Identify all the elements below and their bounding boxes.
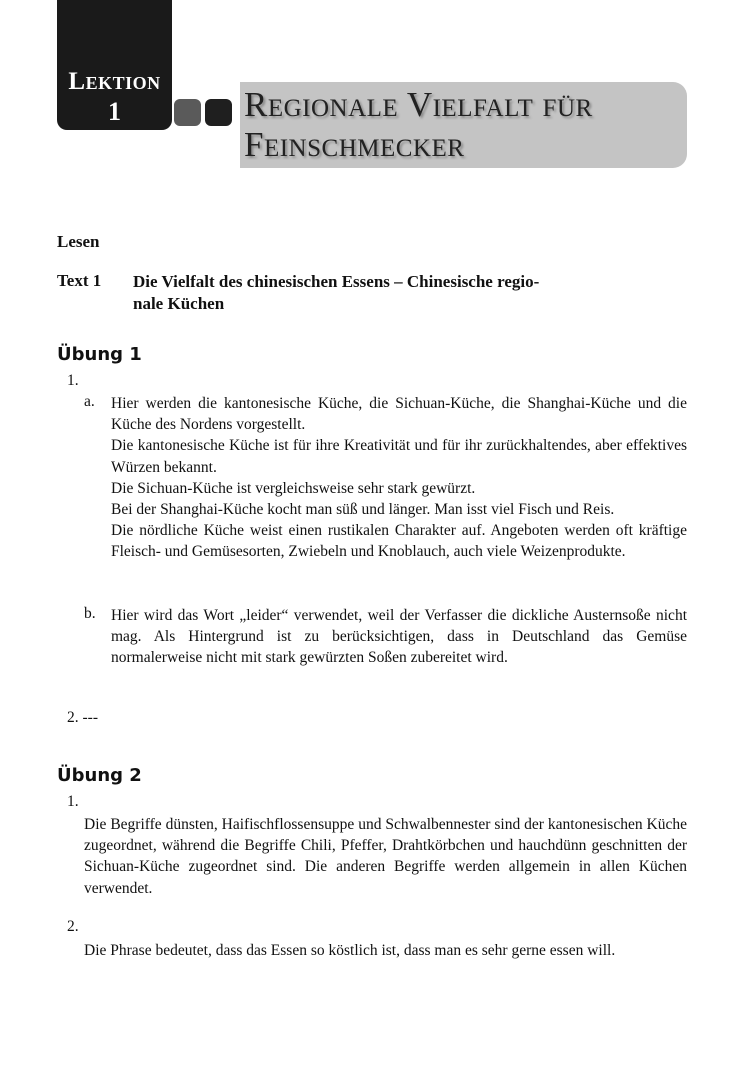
text-title-line1: Die Vielfalt des chinesischen Essens – Chinesische regio- [133, 272, 540, 291]
exercise-2-item-2-text: Die Phrase bedeutet, dass das Essen so köstlich ist, dass man es sehr gerne essen will. [84, 942, 616, 959]
exercise-1-heading: Übung 1 [57, 344, 142, 365]
section-label: Lesen [57, 232, 100, 251]
decorative-square-gray [174, 99, 201, 126]
exercise-1-item-a-letter: a. [84, 393, 95, 410]
answer-paragraph: Hier werden die kantonesische Küche, die Sichuan-Küche, die Shanghai-Küche und die Küche des Nordens vorgestellt. [111, 395, 687, 434]
exercise-2-item-2-number: 2. [67, 918, 79, 935]
answer-paragraph: Die nördliche Küche weist einen rustikalen Charakter auf. Angeboten werden oft kräftige Fleisch- und Gemüsesorten, Zwiebeln und Knoblauch, auch viele Weizenprodukte. [111, 522, 687, 561]
text-title [133, 271, 693, 315]
exercise-1-item-a-text [111, 393, 687, 563]
chapter-title-line2: Feinschmecker [244, 125, 465, 164]
chapter-title-line1: Regionale Vielfalt für [244, 85, 593, 124]
exercise-2-heading: Übung 2 [57, 765, 142, 786]
decorative-square-dark [205, 99, 232, 126]
exercise-1-item-2: 2. --- [67, 709, 98, 726]
lesson-number: 1 [108, 97, 121, 126]
exercise-1-item-b-text: Hier wird das Wort „leider“ verwendet, weil der Verfasser die dickliche Austernsoße nicht mag. Als Hintergrund ist zu berücksichtigen, dass in Deutschland das Gemüse normalerweise nicht mit stark gewürzten Soßen zubereitet wird. [111, 607, 687, 667]
text-label: Text 1 [57, 271, 102, 290]
exercise-1-item-b-letter: b. [84, 605, 96, 622]
exercise-2-item-1-number: 1. [67, 793, 79, 810]
answer-paragraph: Bei der Shanghai-Küche kocht man süß und länger. Man isst viel Fisch und Reis. [111, 501, 615, 519]
lesson-number-box [57, 0, 172, 130]
text-title-line2: nale Küchen [133, 294, 225, 313]
chapter-title [244, 85, 694, 165]
answer-paragraph: Die Sichuan-Küche ist vergleichsweise sehr stark gewürzt. [111, 479, 476, 497]
exercise-2-item-1-text: Die Begriffe dünsten, Haifischflossensuppe und Schwalbennester sind der kantonesischen Küche zugeordnet, während die Begriffe Chili, Pfeffer, Drahtkörbchen und hauchdünn geschnitten der Sichuan-Küche zugeordnet sind. Die anderen Begriffe werden allgemein in allen Küchen verwendet. [84, 816, 687, 897]
answer-paragraph: Die kantonesische Küche ist für ihre Kreativität und für ihr zurückhaltendes, aber effektives Würzen bekannt. [111, 437, 687, 476]
lesson-label: Lektion [68, 68, 161, 95]
exercise-1-item-1-number: 1. [67, 372, 79, 389]
